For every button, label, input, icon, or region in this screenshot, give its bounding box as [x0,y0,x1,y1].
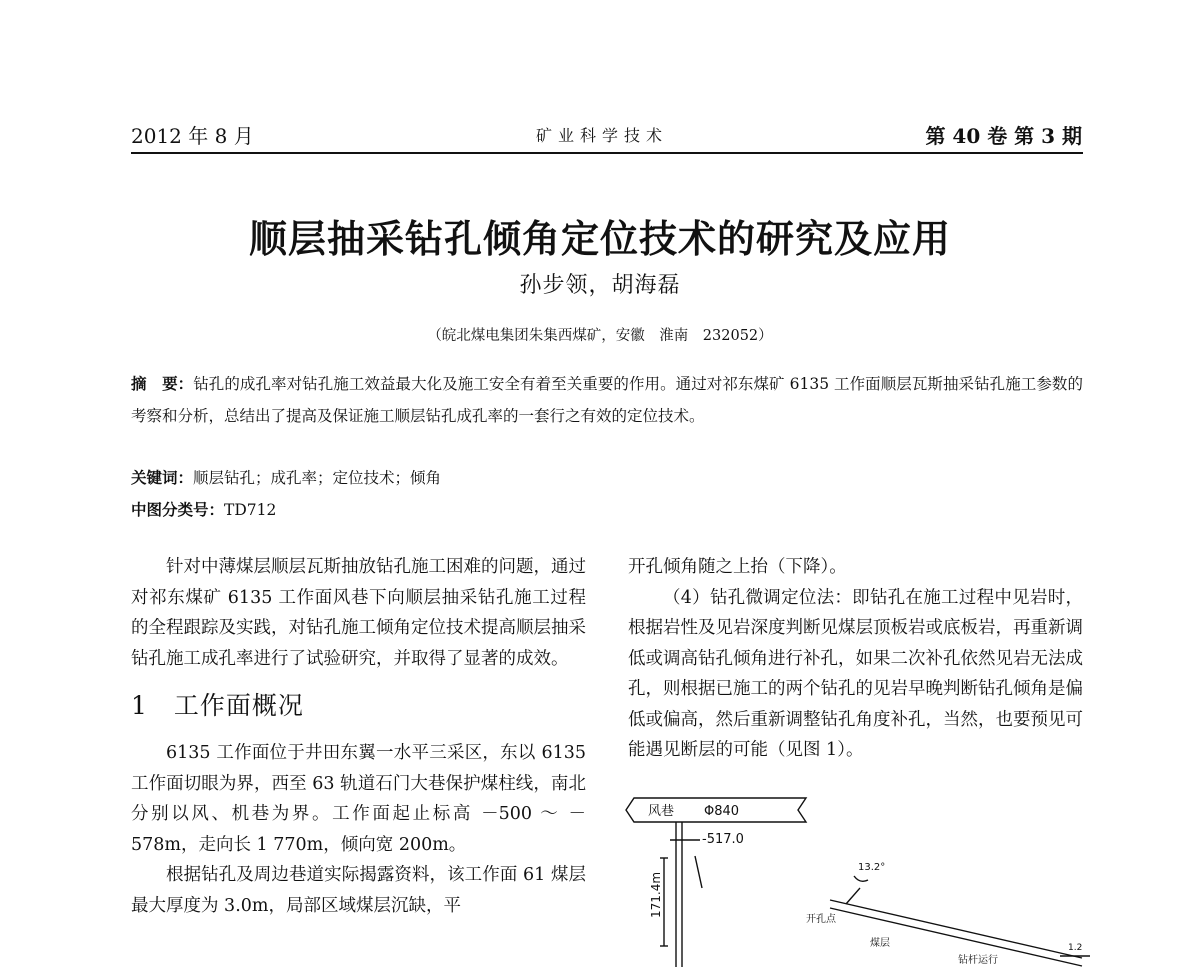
drill-rod-upper [830,900,1082,958]
drill-rod-lower [830,908,1082,966]
angle-arc [695,856,702,888]
header-date: 2012 年 8 月 [131,124,254,148]
header-journal-name: 矿业科学技术 [536,126,669,145]
figure-open-point-label: 开孔点 [806,914,836,925]
abstract [131,368,1083,432]
header-rule [131,152,1083,154]
paper-authors: 孙步领，胡海磊 [519,273,681,298]
figure-drill-label: 钻杆运行 [958,955,998,966]
paper-affiliation: （皖北煤电集团朱集西煤矿，安徽 淮南 232052） [427,328,773,344]
method-4-paragraph: （4）钻孔微调定位法：即钻孔在施工过程中见岩时，根据岩性及见岩深度判断见煤层顶板岩或底板岩，再重新调低或调高钻孔倾角进行补孔，如果二次补孔依然见岩无法成孔，则根据已施工的两个钻孔的见岩早晚判断钻孔倾角是偏低或偏高，然后重新调整钻孔角度补孔，当然，也要预见可能遇见断层的可能（见图 1）。 [628,587,1083,760]
angle-mark [854,876,868,881]
left-column [131,552,586,921]
clc-text: TD712 [224,501,277,519]
continued-paragraph: 开孔倾角随之上抬（下降）。 [628,557,847,577]
figure-1-drilling-diagram [620,796,1090,967]
section-1-heading: 1 工作面概况 [131,691,304,720]
clc-label: 中图分类号： [131,501,225,519]
header-volume-issue: 第 40 卷 第 3 期 [925,124,1082,148]
abstract-text: 钻孔的成孔率对钻孔施工效益最大化及施工安全有着至关重要的作用。通过对祁东煤矿 6135 工作面顺层瓦斯抽采钻孔施工参数的考察和分析，总结出了提高及保证施工顺层钻孔成孔率的一套行之有效的定位技术。 [131,375,1083,425]
keywords [131,466,441,488]
section-1-paragraph-1: 6135 工作面位于井田东翼一水平三采区，东以 6135 工作面切眼为界，西至 63 轨道石门大巷保护煤柱线，南北分别以风、机巷为界。工作面起止标高 －500 ～ －578m，走向长 1 770m，倾向宽 200m。 [131,743,586,855]
figure-pipe-label: Φ840 [704,804,740,819]
figure-dim-label: 1.2 [1068,943,1083,953]
figure-angle-label: 13.2° [858,862,886,873]
keywords-label: 关键词： [131,469,194,487]
figure-roadway-label: 风巷 [648,804,675,819]
intro-paragraph: 针对中薄煤层顺层瓦斯抽放钻孔施工困难的问题，通过对祁东煤矿 6135 工作面风巷下向顺层抽采钻孔施工过程的全程跟踪及实践，对钻孔施工倾角定位技术提高顺层抽采钻孔施工成孔率进行了试验研究，并取得了显著的成效。 [131,557,586,669]
keywords-text: 顺层钻孔；成孔率；定位技术；倾角 [193,469,442,487]
figure-height-label: 171.4m [649,871,663,918]
classification-number [131,498,276,520]
right-column [628,552,1083,766]
leader-line [846,888,860,904]
section-1-paragraph-2: 根据钻孔及周边巷道实际揭露资料，该工作面 61 煤层最大厚度为 3.0m，局部区域煤层沉缺，平 [131,865,586,916]
figure-elevation-label: -517.0 [702,832,744,847]
figure-seam-label: 煤层 [870,938,890,949]
abstract-label: 摘 要： [131,375,194,393]
paper-title: 顺层抽采钻孔倾角定位技术的研究及应用 [248,217,951,261]
